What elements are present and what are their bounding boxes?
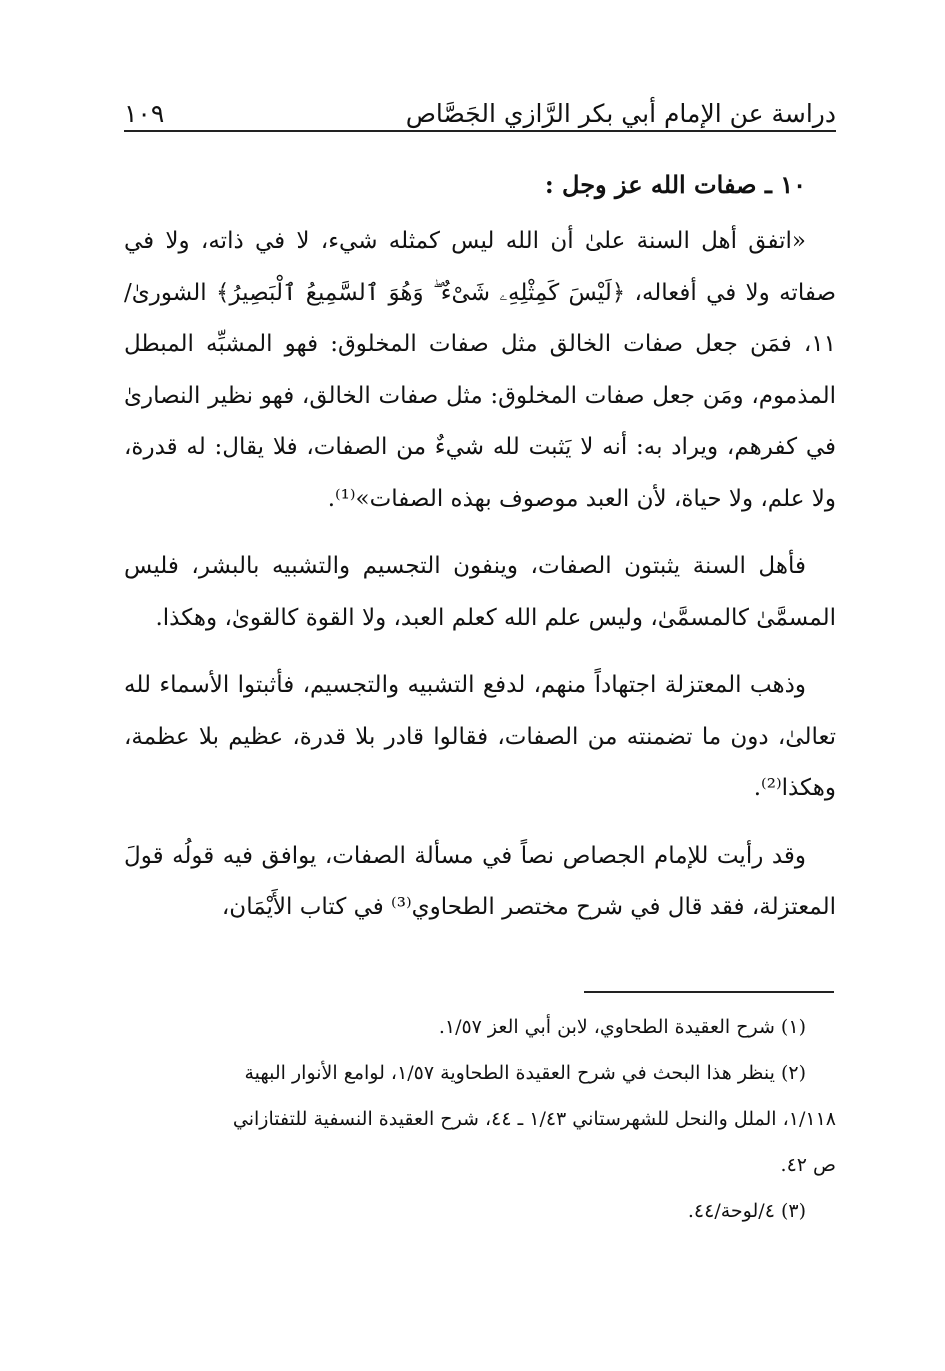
footnote-rule (584, 991, 834, 993)
header-rule (124, 130, 836, 132)
paragraph: وذهب المعتزلة اجتهاداً منهم، لدفع التشبيه والتجسيم، فأثبتوا الأسماء لله تعالىٰ، دون ما تضمنته من الصفات، فقالوا قادر بلا قدرة، عظيم بلا عظمة، وهكذا⁽²⁾. (124, 672, 836, 801)
paragraph-quote: «اتفق أهل السنة علىٰ أن الله ليس كمثله شيء، لا في ذاته، ولا في صفاته ولا في أفعاله، ﴿لَيْسَ كَمِثْلِهِۦ شَىْءٌ ۖ وَهُوَ ٱلسَّمِيعُ ٱلْبَصِيرُ﴾ الشورىٰ/١١، فمَن جعل صفات الخالق مثل صفات المخلوق: فهو المشبِّه المبطل المذموم، ومَن جعل صفات المخلوق: مثل صفات الخالق، فهو نظير النصارىٰ في كفرهم، ويراد به: أنه لا يَثبت لله شيءٌ من الصفات، فلا يقال: له قدرة، ولا علم، ولا حياة، لأن العبد موصوف بهذه الصفات»⁽¹⁾. (124, 228, 836, 512)
footnote-item: (١) شرح العقيدة الطحاوي، لابن أبي العز ١/٥٧. (438, 1016, 806, 1038)
main-text (124, 160, 836, 950)
paragraph: وقد رأيت للإمام الجصاص نصاً في مسألة الصفات، يوافق فيه قولُه قولَ المعتزلة، فقد قال في شرح مختصر الطحاوي⁽³⁾ في كتاب الأَيْمَان، (124, 842, 836, 920)
footnote-item: (٢) ينظر هذا البحث في شرح العقيدة الطحاوية ١/٥٧، لوامع الأنوار البهية (244, 1062, 806, 1084)
running-title: دراسة عن الإمام أبي بكر الرَّازي الجَصَّاص (405, 99, 836, 128)
paragraph: فأهل السنة يثبتون الصفات، وينفون التجسيم والتشبيه بالبشر، فليس المسمَّىٰ كالمسمَّىٰ، وليس علم الله كعلم العبد، ولا القوة كالقوىٰ، وهكذا. (124, 553, 836, 631)
footnote-item: (٣) ٤/لوحة/٤٤. (687, 1200, 806, 1222)
page-number: ١٠٩ (124, 99, 165, 128)
footnote-continuation: ص ٤٢. (780, 1154, 836, 1176)
footnotes (124, 1006, 836, 1236)
section-heading: ١٠ ـ صفات الله عز وجل : (544, 170, 806, 199)
running-header (124, 86, 836, 128)
footnote-continuation: ١/١١٨، الملل والنحل للشهرستاني ١/٤٣ ـ ٤٤، شرح العقيدة النسفية للتفتازاني (232, 1108, 836, 1130)
